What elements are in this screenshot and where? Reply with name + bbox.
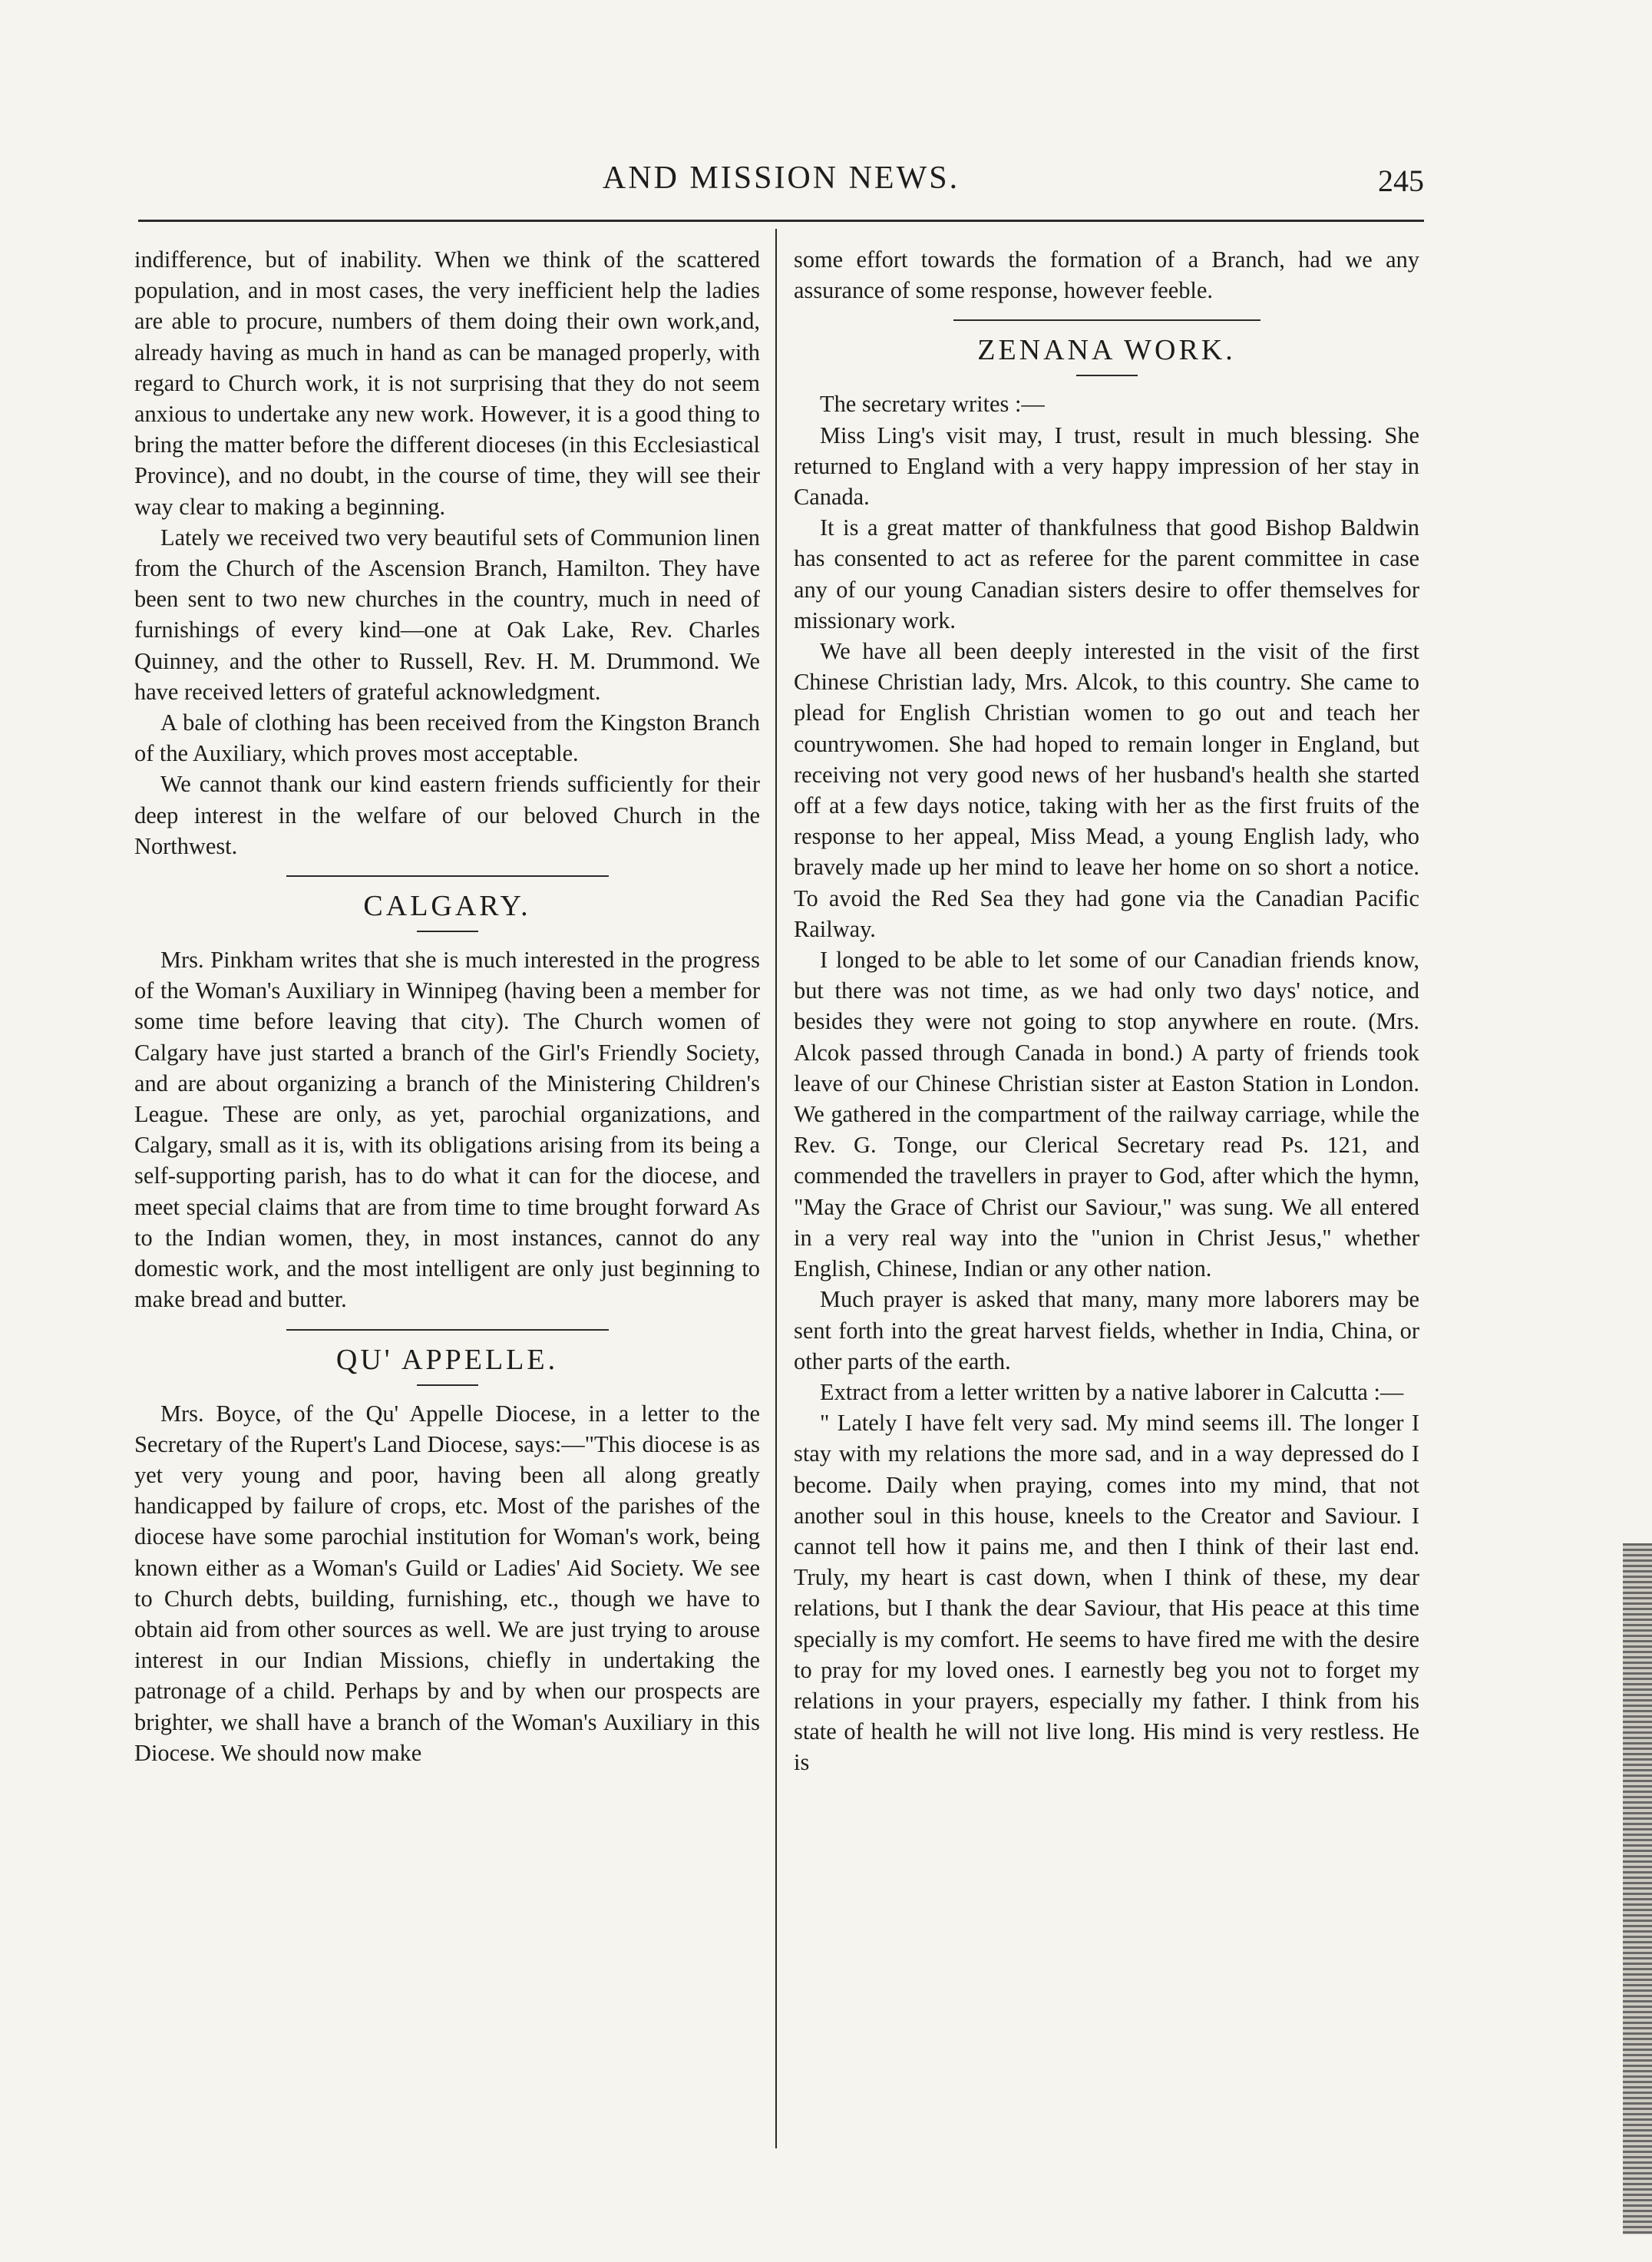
paragraph: We cannot thank our kind eastern friends sufficiently for their deep interest in the welfare of our beloved Church in the Northwest.: [134, 771, 760, 859]
section-heading-calgary: [134, 875, 760, 932]
paragraph: The secretary writes :—: [820, 391, 1045, 418]
paragraph: some effort towards the formation of a Branch, had we any assurance of some response, however feeble.: [794, 246, 1419, 304]
paragraph: Lately we received two very beautiful sets of Communion linen from the Church of the Ascension Branch, Hamilton. They have been sent to two new churches in the country, much in need of furnishings of every kind—one at Oak Lake, Rev. Charles Quinney, and the other to Russell, Rev. H. M. Drummond. We have received letters of grateful acknowledgment.: [134, 524, 760, 705]
left-column: [134, 244, 760, 1768]
paragraph: We have all been deeply interested in the visit of the first Chinese Christian lady, Mrs. Alcok, to this country. She came to plead for English Christian women to go out and teach her countrywomen. She had hoped to remain longer in England, but receiving not very good news of her husband's health she started off at a few days notice, taking with her as the first fruits of the response to her appeal, Miss Mead, a young English lady, who bravely made up her mind to leave her home on so short a notice. To avoid the Red Sea they had gone via the Canadian Pacific Railway.: [794, 638, 1419, 942]
section-rule: [286, 1329, 609, 1331]
section-title: QU' APPELLE.: [335, 1343, 559, 1376]
scan-edge-artifact: [1623, 1543, 1652, 2234]
paragraph: A bale of clothing has been received from the Kingston Branch of the Auxiliary, which proves most acceptable.: [134, 709, 760, 767]
section-title: ZENANA WORK.: [977, 334, 1236, 367]
page-number: 245: [1378, 164, 1424, 198]
section-rule-short: [417, 931, 478, 932]
paragraph: Extract from a letter written by a native laborer in Calcutta :—: [820, 1378, 1404, 1405]
page-header: [138, 160, 1424, 206]
paragraph: It is a great matter of thankfulness that good Bishop Baldwin has consented to act as referee for the parent committee in case any of our young Canadian sisters desire to offer themselves for missionary work.: [794, 514, 1419, 633]
paragraph: Much prayer is asked that many, many more laborers may be sent forth into the great harvest fields, whether in India, China, or other parts of the earth.: [794, 1286, 1419, 1374]
paragraph: " Lately I have felt very sad. My mind seems ill. The longer I stay with my relations the more sad, and in a way depressed do I become. Daily when praying, comes into my mind, that not another soul in this house, kneels to the Creator and Saviour. I cannot tell how it pains me, and then I think of their last end. Truly, my heart is cast down, when I think of these, my dear relations, but I thank the dear Saviour, that His peace at this time specially is my comfort. He seems to have fired me with the desire to pray for my loved ones. I earnestly beg you not to forget my relations in your prayers, especially my father. I think from his state of health he will not live long. His mind is very restless. He is: [794, 1410, 1419, 1776]
section-rule: [286, 875, 609, 877]
paragraph: Mrs. Pinkham writes that she is much interested in the progress of the Woman's Auxiliary in Winnipeg (having been a member for some time before leaving that city). The Church women of Calgary have just started a branch of the Girl's Friendly Society, and are about organizing a branch of the Ministering Children's League. These are only, as yet, parochial organizations, and Calgary, small as it is, with its obligations arising from its being a self-supporting parish, has to do what it can for the diocese, and meet special claims that are from time to time brought forward As to the Indian women, they, in most instances, cannot do any domestic work, and the most intelligent are only just beginning to make bread and butter.: [134, 947, 760, 1313]
right-column: [794, 244, 1419, 1778]
section-heading-quappelle: [134, 1329, 760, 1386]
paragraph: Mrs. Boyce, of the Qu' Appelle Diocese, in a letter to the Secretary of the Rupert's Land Diocese, says:—"This diocese is as yet very young and poor, having been all along greatly handicapped by failure of crops, etc. Most of the parishes of the diocese have some parochial institution for Woman's work, being known either as a Woman's Guild or Ladies' Aid Society. We see to Church debts, building, furnishing, etc., though we have to obtain aid from other sources as well. We are just trying to arouse interest in our Indian Missions, chiefly in undertaking the patronage of a child. Perhaps by and by when our prospects are brighter, we shall have a branch of the Woman's Auxiliary in this Diocese. We should now make: [134, 1400, 760, 1766]
section-title: CALGARY.: [363, 890, 531, 923]
running-title: AND MISSION NEWS.: [602, 160, 960, 196]
section-heading-zenana: [794, 319, 1419, 376]
paragraph: indifference, but of inability. When we think of the scattered population, and in most cases, the very inefficient help the ladies are able to procure, numbers of them doing their own work,and, already having as much in hand as can be managed properly, with regard to Church work, it is not surprising that they do not seem anxious to undertake any new work. However, it is a good thing to bring the matter before the different dioceses (in this Ecclesiastical Province), and no doubt, in the course of time, they will see their way clear to making a beginning.: [134, 246, 760, 520]
column-divider: [775, 229, 777, 2148]
header-rule: [138, 220, 1424, 222]
section-rule-short: [417, 1384, 478, 1386]
section-rule: [953, 319, 1260, 321]
section-rule-short: [1076, 375, 1138, 376]
paragraph: Miss Ling's visit may, I trust, result in much blessing. She returned to England with a very happy impression of her stay in Canada.: [794, 422, 1419, 511]
paragraph: I longed to be able to let some of our Canadian friends know, but there was not time, as we had only two days' notice, and besides they were not going to stop anywhere en route. (Mrs. Alcok passed through Canada in bond.) A party of friends took leave of our Chinese Christian sister at Easton Station in London. We gathered in the compartment of the railway carriage, while the Rev. G. Tonge, our Clerical Secretary read Ps. 121, and commended the travellers in prayer to God, after which the hymn, "May the Grace of Christ our Saviour," was sung. We all entered in a very real way into the "union in Christ Jesus," whether English, Chinese, Indian or any other nation.: [794, 947, 1419, 1282]
